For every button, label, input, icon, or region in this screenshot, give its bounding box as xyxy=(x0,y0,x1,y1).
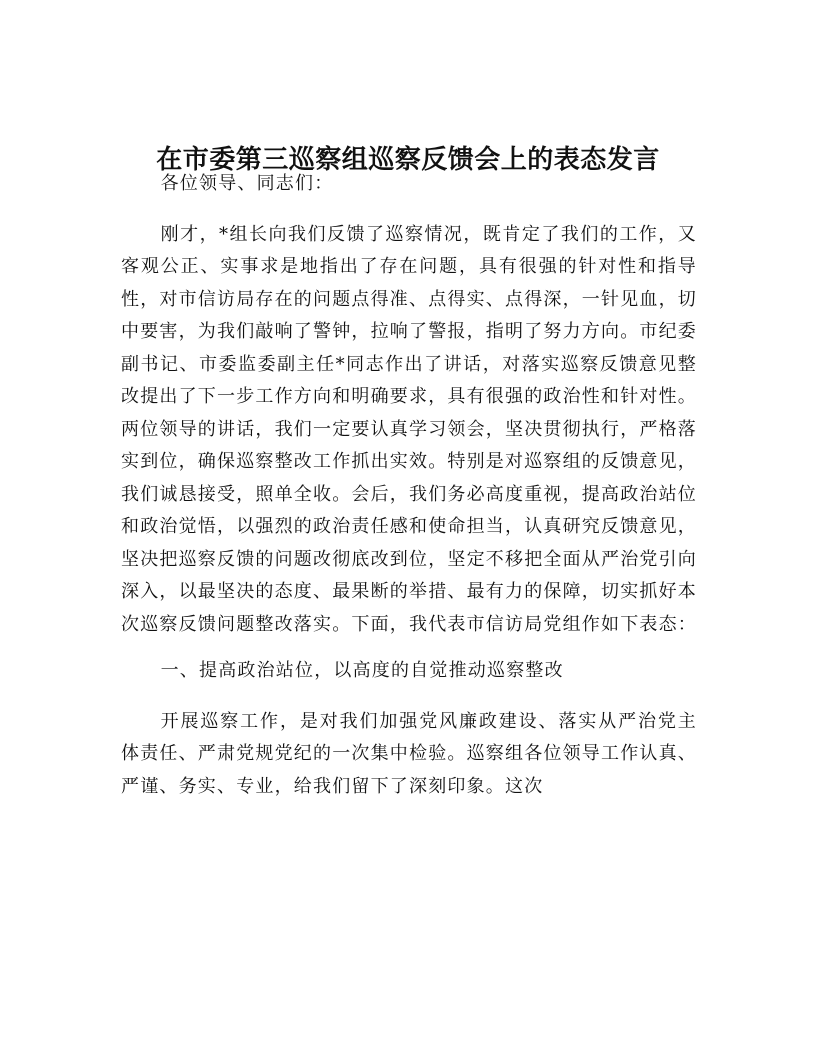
salutation: 各位领导、同志们： xyxy=(160,173,334,194)
section-heading-1: 一、提高政治站位，以高度的自觉推动巡察整改 xyxy=(160,660,564,681)
document-body xyxy=(121,168,697,817)
document-title: 在市委第三巡察组巡察反馈会上的表态发言 xyxy=(156,145,660,175)
paragraph-opening-remarks: 刚才，*组长向我们反馈了巡察情况，既肯定了我们的工作，又客观公正、实事求是地指出了存在问题，具有很强的针对性和指导性，对市信访局存在的问题点得准、点得实、点得深，一针见血，切中要害，为我们敲响了警钟，拉响了警报，指明了努力方向。市纪委副书记、市委监委副主任*同志作出了讲话，对落实巡察反馈意见整改提出了下一步工作方向和明确要求，具有很强的政治性和针对性。两位领导的讲话，我们一定要认真学习领会，坚决贯彻执行，严格落实到位，确保巡察整改工作抓出实效。特别是对巡察组的反馈意见，我们诚恳接受，照单全收。会后，我们务必高度重视，提高政治站位和政治觉悟，以强烈的政治责任感和使命担当，认真研究反馈意见，坚决把巡察反馈的问题改彻底改到位，坚定不移把全面从严治党引向深入，以最坚决的态度、最果断的举措、最有力的保障，切实抓好本次巡察反馈问题整改落实。下面，我代表市信访局党组作如下表态： xyxy=(121,223,697,635)
paragraph-section-1: 开展巡察工作，是对我们加强党风廉政建设、落实从严治党主体责任、严肃党规党纪的一次集中检验。巡察组各位领导工作认真、严谨、务实、专业，给我们留下了深刻印象。这次 xyxy=(121,710,697,797)
